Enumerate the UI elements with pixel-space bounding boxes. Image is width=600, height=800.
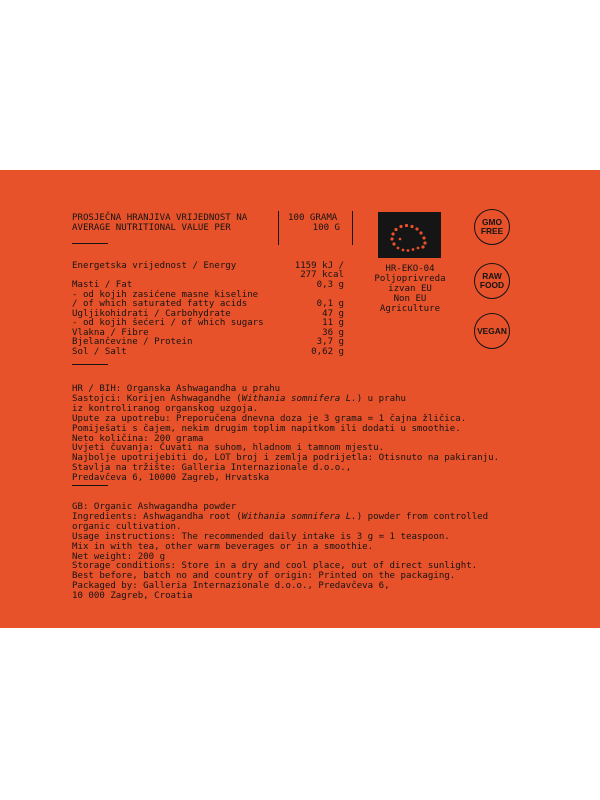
nutrient-label: Bjelančevine / Protein (72, 337, 193, 347)
nutrient-label: / of which saturated fatty acids (72, 299, 248, 309)
nutrient-value: 47 g (322, 308, 344, 319)
nutrient-value: 0,62 g (311, 346, 344, 357)
certification-text (370, 265, 450, 315)
nutrition-title-hr: PROSJEČNA HRANJIVA VRIJEDNOST NA (72, 213, 248, 223)
gb-line: Net weight: 200 g (72, 551, 166, 562)
gb-line: Storage conditions: Store in a dry and cool place, out of direct sunlight. (72, 561, 478, 572)
nutrient-value: 36 g (322, 327, 344, 338)
header-divider-right (352, 211, 353, 245)
nutrition-row (72, 348, 344, 358)
hr-line: Stavlja na tržište: Galleria Internazionale d.o.o., (72, 463, 352, 474)
hr-line: Upute za upotrebu: Preporučena dnevna doza je 3 grama = 1 čajna žličica. (72, 413, 467, 424)
gb-title: GB: Organic Ashwagandha powder (72, 502, 237, 512)
section-rule (72, 243, 108, 244)
hr-product-info (72, 385, 542, 484)
badge-text: FOOD (479, 280, 505, 290)
gb-line: organic cultivation. (72, 521, 182, 532)
raw-food-badge (474, 263, 510, 299)
gb-line: 10 000 Zagreb, Croatia (72, 591, 193, 602)
origin-hr-line2: izvan EU (388, 283, 432, 294)
hr-line: Pomiješati s čajem, nekim drugim toplim napitkom ili dodati u smoothie. (72, 423, 461, 434)
nutrient-value: 0,3 g (316, 280, 344, 290)
origin-en-line1: Non EU (393, 293, 427, 304)
nutrient-value: 0,1 g (316, 299, 344, 309)
nutrient-value: 11 g (322, 318, 344, 328)
badge-text: VEGAN (477, 325, 507, 336)
eu-leaf-stars-icon (378, 212, 441, 258)
nutrient-value: 1159 kJ / (294, 261, 344, 271)
nutrient-label: Masti / Fat (72, 280, 133, 290)
gb-line: Mix in with tea, other warm beverages or in a smoothie. (72, 541, 374, 552)
badge-text: RAW (482, 271, 502, 281)
nutrient-label: Energetska vrijednost / Energy (72, 261, 237, 271)
nutrient-value: 277 kcal (300, 270, 344, 280)
badge-text: GMO (481, 217, 502, 227)
nutrient-label: - od kojih zasićene masne kiseline (72, 289, 259, 300)
gb-line: Usage instructions: The recommended daily intake is 3 g = 1 teaspoon. (72, 531, 450, 542)
origin-en-line2: Agriculture (379, 303, 441, 314)
gb-product-info (72, 503, 542, 602)
per-amount-en: 100 G (312, 223, 340, 233)
hr-line: Uvjeti čuvanja: Čuvati na suhom, hladnom i tamnom mjestu. (72, 443, 385, 454)
section-rule (72, 485, 108, 486)
gmo-free-badge (474, 209, 510, 245)
hr-line: Neto količina: 200 grama (72, 433, 204, 444)
hr-line: Najbolje upotrijebiti do, LOT broj i zemlja podrijetla: Otisnuto na pakiranju. (72, 453, 500, 464)
eu-organic-leaf-logo (378, 212, 441, 258)
nutrient-label: Vlakna / Fibre (72, 327, 149, 338)
nutrient-label: Sol / Salt (72, 346, 127, 357)
gb-line: Packaged by: Galleria Internazionale d.o.o., Predavčeva 6, (72, 581, 390, 592)
nutrient-label: - od kojih šećeri / of which sugars (72, 318, 264, 328)
badge-text: FREE (480, 226, 504, 236)
hr-ingredients: Sastojci: Korijen Ashwagandhe (Withania somnifera L.) u prahu (72, 393, 406, 404)
hr-line: iz kontroliranog organskog uzgoja. (72, 403, 259, 414)
per-amount-hr: 100 GRAMA (288, 213, 338, 223)
nutrient-value: 3,7 g (316, 337, 344, 347)
nutrition-title-en: AVERAGE NUTRITIONAL VALUE PER (72, 223, 231, 233)
gb-ingredients: Ingredients: Ashwagandha root (Withania somnifera L.) powder from controlled (72, 511, 489, 522)
nutrient-label: Ugljikohidrati / Carbohydrate (72, 308, 231, 319)
section-rule (72, 364, 108, 365)
header-divider (278, 211, 279, 245)
gb-line: Best before, batch no and country of origin: Printed on the packaging. (72, 571, 456, 582)
hr-line: Predavčeva 6, 10000 Zagreb, Hrvatska (72, 473, 270, 484)
eko-code: HR-EKO-04 (385, 264, 435, 274)
vegan-badge (474, 313, 510, 349)
hr-title: HR / BIH: Organska Ashwagandha u prahu (72, 384, 281, 394)
origin-hr-line1: Poljoprivreda (374, 273, 446, 284)
